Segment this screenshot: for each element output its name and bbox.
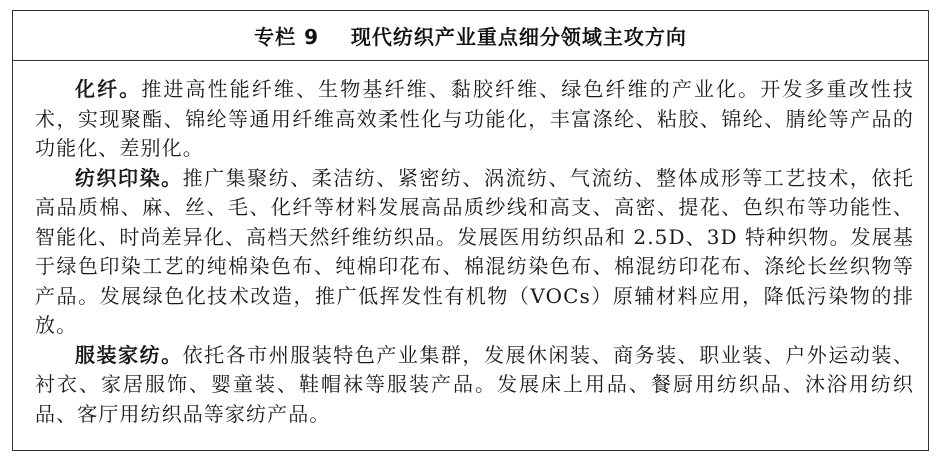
box-body <box>13 61 928 429</box>
section-body: 推进高性能纤维、生物基纤维、黏胶纤维、绿色纤维的产业化。开发多重改性技术，实现聚酯、锦纶等通用纤维高效柔性化与功能化，丰富涤纶、粘胶、锦纶、腈纶等产品的功能化、差别化。 <box>35 77 914 160</box>
section-textile-dyeing <box>35 164 914 341</box>
section-apparel-home-textile <box>35 341 914 430</box>
section-chemical-fiber <box>35 75 914 164</box>
box-header <box>13 11 928 61</box>
section-heading: 服装家纺。 <box>75 342 183 367</box>
feature-box <box>12 10 929 451</box>
box-title: 专栏 9 现代纺织产业重点细分领域主攻方向 <box>254 25 687 49</box>
section-body: 推广集聚纺、柔洁纺、紧密纺、涡流纺、气流纺、整体成形等工艺技术，依托高品质棉、麻、丝、毛、化纤等材料发展高品质纱线和高支、高密、提花、色织布等功能性、智能化、时尚差异化、高档天然纤维纺织品。发展医用纺织品和 2.5D、3D 特种织物。发展基于绿色印染工艺的纯棉染色布、纯棉印花布、棉混纺染色布、棉混纺印花布、涤纶长丝织物等产品。发展绿色化技术改造，推广低挥发性有机物（VOCs）原辅材料应用，降低污染物的排放。 <box>35 165 915 337</box>
section-body: 依托各市州服装特色产业集群，发展休闲装、商务装、职业装、户外运动装、衬衣、家居服饰、婴童装、鞋帽袜等服装产品。发展床上用品、餐厨用纺织品、沐浴用纺织品、客厅用纺织品等家纺产品。 <box>35 342 915 426</box>
section-heading: 纺织印染。 <box>75 165 183 190</box>
section-heading: 化纤。 <box>75 77 142 101</box>
